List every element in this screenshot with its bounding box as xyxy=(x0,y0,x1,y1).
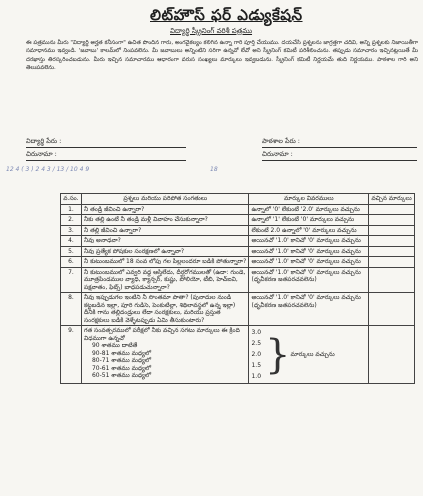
school-name-line xyxy=(262,147,417,148)
row-question: నీవు ప్రత్యేక పోషకుల సంరక్షణలో ఉన్నావా? xyxy=(81,246,249,257)
table-row xyxy=(61,326,415,384)
row-question-text: గత సంవత్సరములో పరీక్షలో నీకు వచ్చిన సగటు మార్కులు ఈ క్రింది విధముగా ఉన్నచో xyxy=(83,327,240,342)
row-number: 4. xyxy=(61,236,82,247)
handwritten-note-2: 18 xyxy=(210,166,218,173)
address-line xyxy=(26,160,186,161)
table-row xyxy=(61,225,415,236)
row-verify-cell[interactable] xyxy=(369,326,415,384)
header-question: ప్రశ్నలు మరియు పరిపోత సంగతులు xyxy=(81,194,249,205)
row-question: నీకు తల్లి ఉంటే నీ తండ్రి మళ్లీ వివాహం చేసుకున్నారా? xyxy=(81,215,249,226)
row-question: నీవు ఇప్పుడుగల ఇంటిని నీ సొంతమా పాతా? (పునాదుల నుండి కట్టబడిన ఇల్లా, పూరి గుడిసె, పెంకుటిల్లా, శిథిలావస్థలో ఉన్న ఇల్లా) దీనికి గాను తల్లిదండ్రులు లేదా సంరక్షకులు, మరియు ప్రస్తుత సంరక్షకులు బడికి వెళ్ళేటప్పుడు ఏమి తీసుకుంటారు? xyxy=(81,293,249,326)
row-number: 7. xyxy=(61,267,82,293)
row-marks-text: మార్కులు వచ్చును xyxy=(290,350,335,358)
row-marks xyxy=(249,293,369,326)
address-label: చిరునామా : xyxy=(26,150,57,158)
address-line-2 xyxy=(262,160,417,161)
row-question: నీవు అనాధవా? xyxy=(81,236,249,247)
row-marks-note: (ధృవీకరణ జతపరచవలెను) xyxy=(251,301,317,309)
table-row xyxy=(61,246,415,257)
row-number: 3. xyxy=(61,225,82,236)
table-row xyxy=(61,236,415,247)
row-marks: అయినచో '1.0' కానిచో '0' మార్కులు వచ్చును xyxy=(249,246,369,257)
header-marks: మార్కుల వివరములు xyxy=(249,194,369,205)
row-number: 8. xyxy=(61,293,82,326)
student-name-field xyxy=(26,137,61,147)
row-question: నీ తండ్రి జీవించి ఉన్నారా? xyxy=(81,204,249,215)
grade-option: 90 శాతము దాటితే xyxy=(91,342,138,349)
form-title: లిట్‌హౌస్ ఫర్ ఎడ్యుకేషన్ xyxy=(150,6,303,24)
row-number: 1. xyxy=(61,204,82,215)
row-number: 2. xyxy=(61,215,82,226)
grade-option: 80-71 శాతము మధ్యలో xyxy=(91,357,152,364)
score-value: 1.5 xyxy=(251,362,262,369)
table-row xyxy=(61,204,415,215)
score-value: 2.5 xyxy=(251,340,262,347)
row-marks xyxy=(249,326,369,384)
score-value: 3.0 xyxy=(251,329,262,336)
row-verify-cell[interactable] xyxy=(369,267,415,293)
row-marks: అయినచో '1.0' కానిచో '0' మార్కులు వచ్చును xyxy=(249,236,369,247)
student-name-line xyxy=(26,147,186,148)
table-row xyxy=(61,267,415,293)
questions-table xyxy=(60,193,415,384)
row-marks: లేకుంటే 2.0 ఉన్నాలో '0' మార్కులు వచ్చును xyxy=(249,225,369,236)
row-marks-text: అయినచో '1.0' కానిచో '0' మార్కులు వచ్చును xyxy=(251,294,361,301)
form-subtitle: విద్యార్థి స్క్రీనింగ్ వరిశీ పత్రము xyxy=(170,27,253,35)
score-value: 1.0 xyxy=(251,373,262,380)
row-verify-cell[interactable] xyxy=(369,246,415,257)
row-marks-note: (ధృవీకరణ జతపరచవలెను) xyxy=(251,276,317,283)
grade-options xyxy=(84,342,247,380)
grade-option: 90-81 శాతము మధ్యలో xyxy=(91,349,152,357)
grade-option: 60-51 శాతము మధ్యలో xyxy=(91,372,152,379)
row-number: 9. xyxy=(61,326,82,384)
row-verify-cell[interactable] xyxy=(369,236,415,247)
table-header-row xyxy=(61,194,415,205)
address-field-2 xyxy=(262,150,293,160)
row-question: నీ తల్లి జీవించి ఉన్నారా? xyxy=(81,225,249,236)
row-verify-cell[interactable] xyxy=(369,257,415,268)
score-list xyxy=(251,327,366,382)
row-verify-cell[interactable] xyxy=(369,204,415,215)
row-verify-cell[interactable] xyxy=(369,215,415,226)
table-row xyxy=(61,257,415,268)
row-number: 6. xyxy=(61,257,82,268)
right-brace-icon: } xyxy=(265,331,291,378)
school-name-label: పాఠశాల పేరు : xyxy=(262,137,300,145)
address-label-2: చిరునామా : xyxy=(262,150,293,158)
student-name-label: విద్యార్థి పేరు : xyxy=(26,137,62,145)
row-question: నీ కుటుంబములో ఎవ్వరి వద్ద ఆస్తిలేదు, దీర్ఘరోగములతో (ఉదా: గుండె, మూత్రపిండముల వ్యాధి, క్యాన్సర్, కుష్టు, పోలియో, టీబి, హెచ్ఐవి, పక్షవాతం, ఫిట్స్) బాధపడుచున్నారా? xyxy=(81,267,249,293)
row-number: 5. xyxy=(61,246,82,257)
table-row xyxy=(61,215,415,226)
handwritten-note-1: 12 4 ( 3 ) 2 4 3 / 13 / 10 4 9 xyxy=(6,166,90,173)
table-row xyxy=(61,293,415,326)
row-marks-text: అయినచో '1.0' కానిచో '0' మార్కులు వచ్చును xyxy=(251,268,361,276)
row-question xyxy=(81,326,249,384)
row-marks: ఉన్నాలో '1' లేకుంటే '0' మార్కులు వచ్చును xyxy=(249,215,369,226)
score-values xyxy=(251,327,261,382)
row-marks xyxy=(249,267,369,293)
row-verify-cell[interactable] xyxy=(369,293,415,326)
header-no: వ.సం. xyxy=(61,194,82,205)
intro-paragraph: ఈ పత్రమును మీరు "విద్యార్థి అర్హత కనీసంగా" ఉచిత పొందిన గారు, అంగవైకల్యం కలిగిన ఉన్నా గారి పూర్తి చేయుము. దయచేసి ప్రశ్నలను జాగ్రత్తగా చదివి, అన్ని ప్రశ్నలకు నిజాయితీగా సమాధానము ఇవ్వండి. 'జవాబు' కాలమ్‌లో నింపవలెను. మీ జవాబులు అన్నింటిని సరిగా ఉన్నవో లేవో అని స్క్రీనింగ్ కమిటీ పరిశీలించును. తప్పుడు సమాచారం ఇచ్చినట్లయితే మీ దరఖాస్తు తిరస్కరించబడును. మీరు ఇచ్చిన సమాచారము ఆధారంగా వరుస సంఖ్యలు మార్కులు ఇవ్వబడును. స్క్రీనింగ్ కమిటీ నిర్ణయమే తుది నిర్ణయము. పాఠశాల గారి అని తెలుపవలెను. xyxy=(26,40,418,72)
grade-option: 70-61 శాతము మధ్యలో xyxy=(91,364,152,372)
header-verify: వచ్చిన మార్కులు xyxy=(369,194,415,205)
row-marks: అయినచో '1.0' కానిచో '0' మార్కులు వచ్చును xyxy=(249,257,369,268)
school-name-field xyxy=(262,137,300,147)
row-verify-cell[interactable] xyxy=(369,225,415,236)
row-marks: ఉన్నాలో '0' లేకుంటే '2.0' మార్కులు వచ్చును xyxy=(249,204,369,215)
score-value: 2.0 xyxy=(251,351,262,358)
row-question: నీ కుటుంబములో 18 సంవ లోపు గల పిల్లలందరూ బడికి పోతున్నారా? xyxy=(81,257,249,268)
address-field xyxy=(26,150,57,160)
